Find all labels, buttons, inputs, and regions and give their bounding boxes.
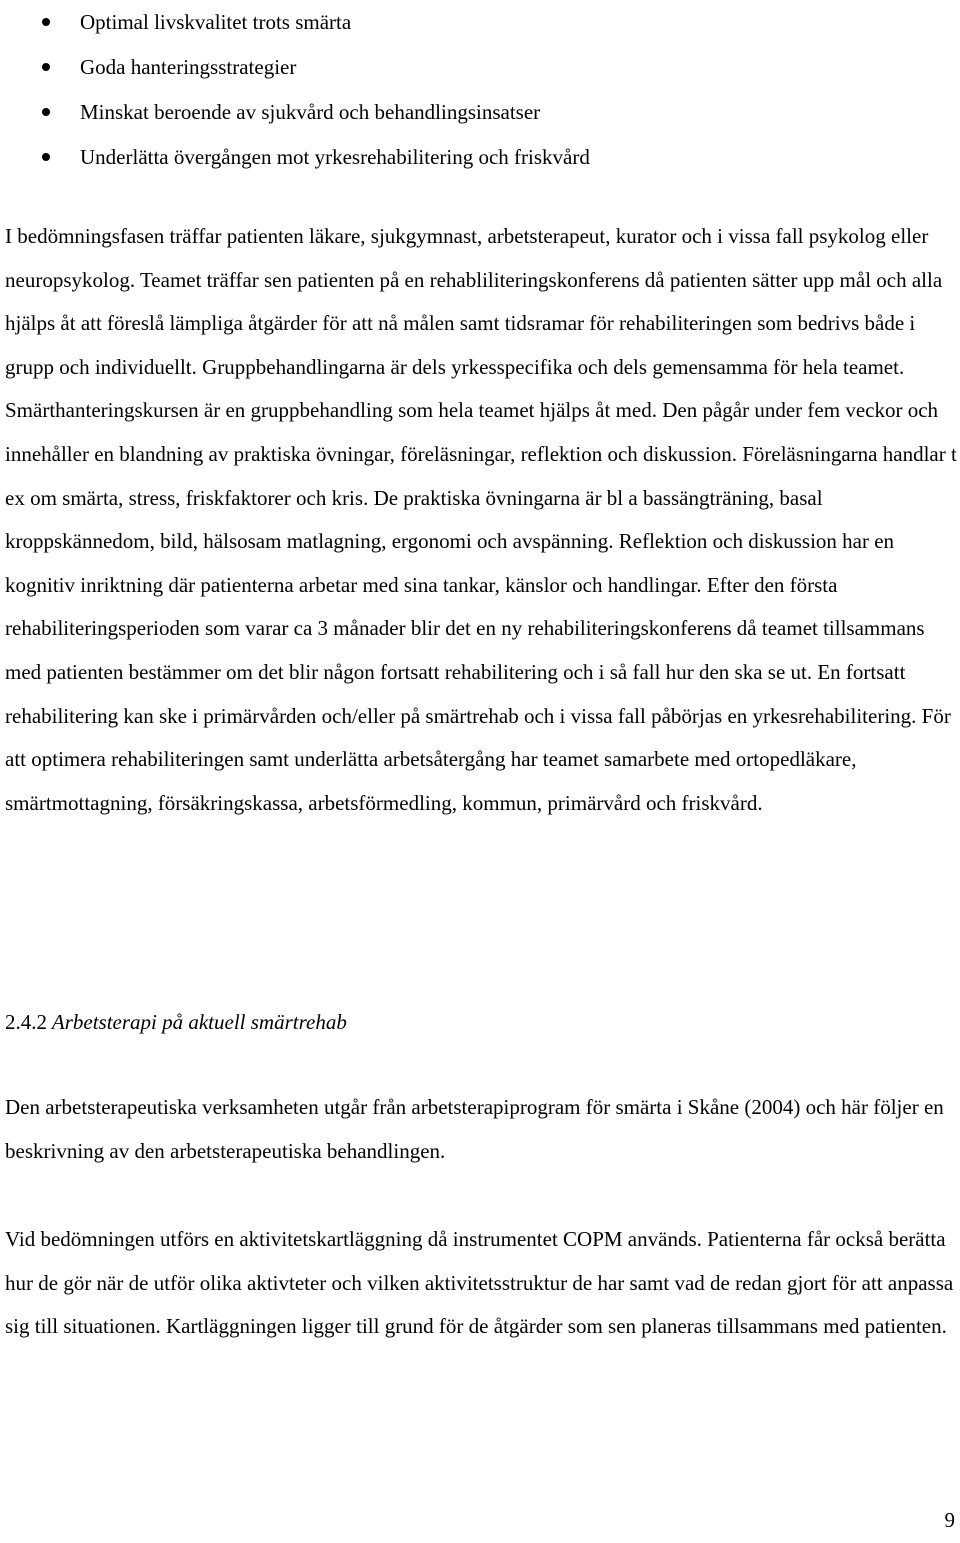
list-item — [0, 135, 960, 180]
list-item — [0, 0, 960, 45]
list-item — [0, 90, 960, 135]
list-item-text: Goda hanteringsstrategier — [80, 55, 297, 79]
paragraph-occupational-therapy: Den arbetsterapeutiska verksamheten utgår från arbetsterapiprogram för smärta i Skåne (2004) och här följer en beskrivning av den arbetsterapeutiska behandlingen. — [5, 1095, 944, 1163]
bullet-icon — [42, 18, 50, 26]
paragraph-activity-mapping: Vid bedömningen utförs en aktivitetskartläggning då instrumentet COPM används. Patienterna får också berätta hur de gör när de utför olika aktivteter och vilken aktivitetsstruktur de har samt vad de redan gjort för att anpassa sig till situationen. Kartläggningen ligger till grund för de åtgärder som sen planeras tillsammans med patienten. — [5, 1227, 954, 1339]
list-item-text: Optimal livskvalitet trots smärta — [80, 10, 352, 34]
goal-list — [0, 0, 960, 180]
bullet-icon — [42, 153, 50, 161]
page-number: 9 — [944, 1508, 955, 1532]
section-heading — [5, 1001, 347, 1045]
bullet-icon — [42, 63, 50, 71]
section-number: 2.4.2 — [5, 1010, 47, 1034]
section-title: Arbetsterapi på aktuell smärtrehab — [51, 1010, 347, 1034]
list-item-text: Underlätta övergången mot yrkesrehabilitering och friskvård — [80, 145, 590, 169]
bullet-icon — [42, 108, 50, 116]
list-item-text: Minskat beroende av sjukvård och behandlingsinsatser — [80, 100, 541, 124]
paragraph-assessment-phase: I bedömningsfasen träffar patienten läkare, sjukgymnast, arbetsterapeut, kurator och i vissa fall psykolog eller neuropsykolog. Teamet träffar sen patienten på en rehabliliteringskonferens då patienten sätter upp mål och alla hjälps åt att föreslå lämpliga åtgärder för att nå målen samt tidsramar för rehabiliteringen som bedrivs både i grupp och individuellt. Gruppbehandlingarna är dels yrkesspecifika och dels gemensamma för hela teamet. Smärthanteringskursen är en gruppbehandling som hela teamet hjälps åt med. Den pågår under fem veckor och innehåller en blandning av praktiska övningar, föreläsningar, reflektion och diskussion. Föreläsningarna handlar t ex om smärta, stress, friskfaktorer och kris. De praktiska övningarna är bl a bassängträning, basal kroppskännedom, bild, hälsosam matlagning, ergonomi och avspänning. Reflektion och diskussion har en kognitiv inriktning där patienterna arbetar med sina tankar, känslor och handlingar. Efter den första rehabiliteringsperioden som varar ca 3 månader blir det en ny rehabiliteringskonferens då teamet tillsammans med patienten bestämmer om det blir någon fortsatt rehabilitering och i så fall hur den ska se ut. En fortsatt rehabilitering kan ske i primärvården och/eller på smärtrehab och i vissa fall påbörjas en yrkesrehabilitering. För att optimera rehabiliteringen samt underlätta arbetsåtergång har teamet samarbete med ortopedläkare, smärtmottagning, försäkringskassa, arbetsförmedling, kommun, primärvård och friskvård. — [5, 224, 957, 815]
list-item — [0, 45, 960, 90]
